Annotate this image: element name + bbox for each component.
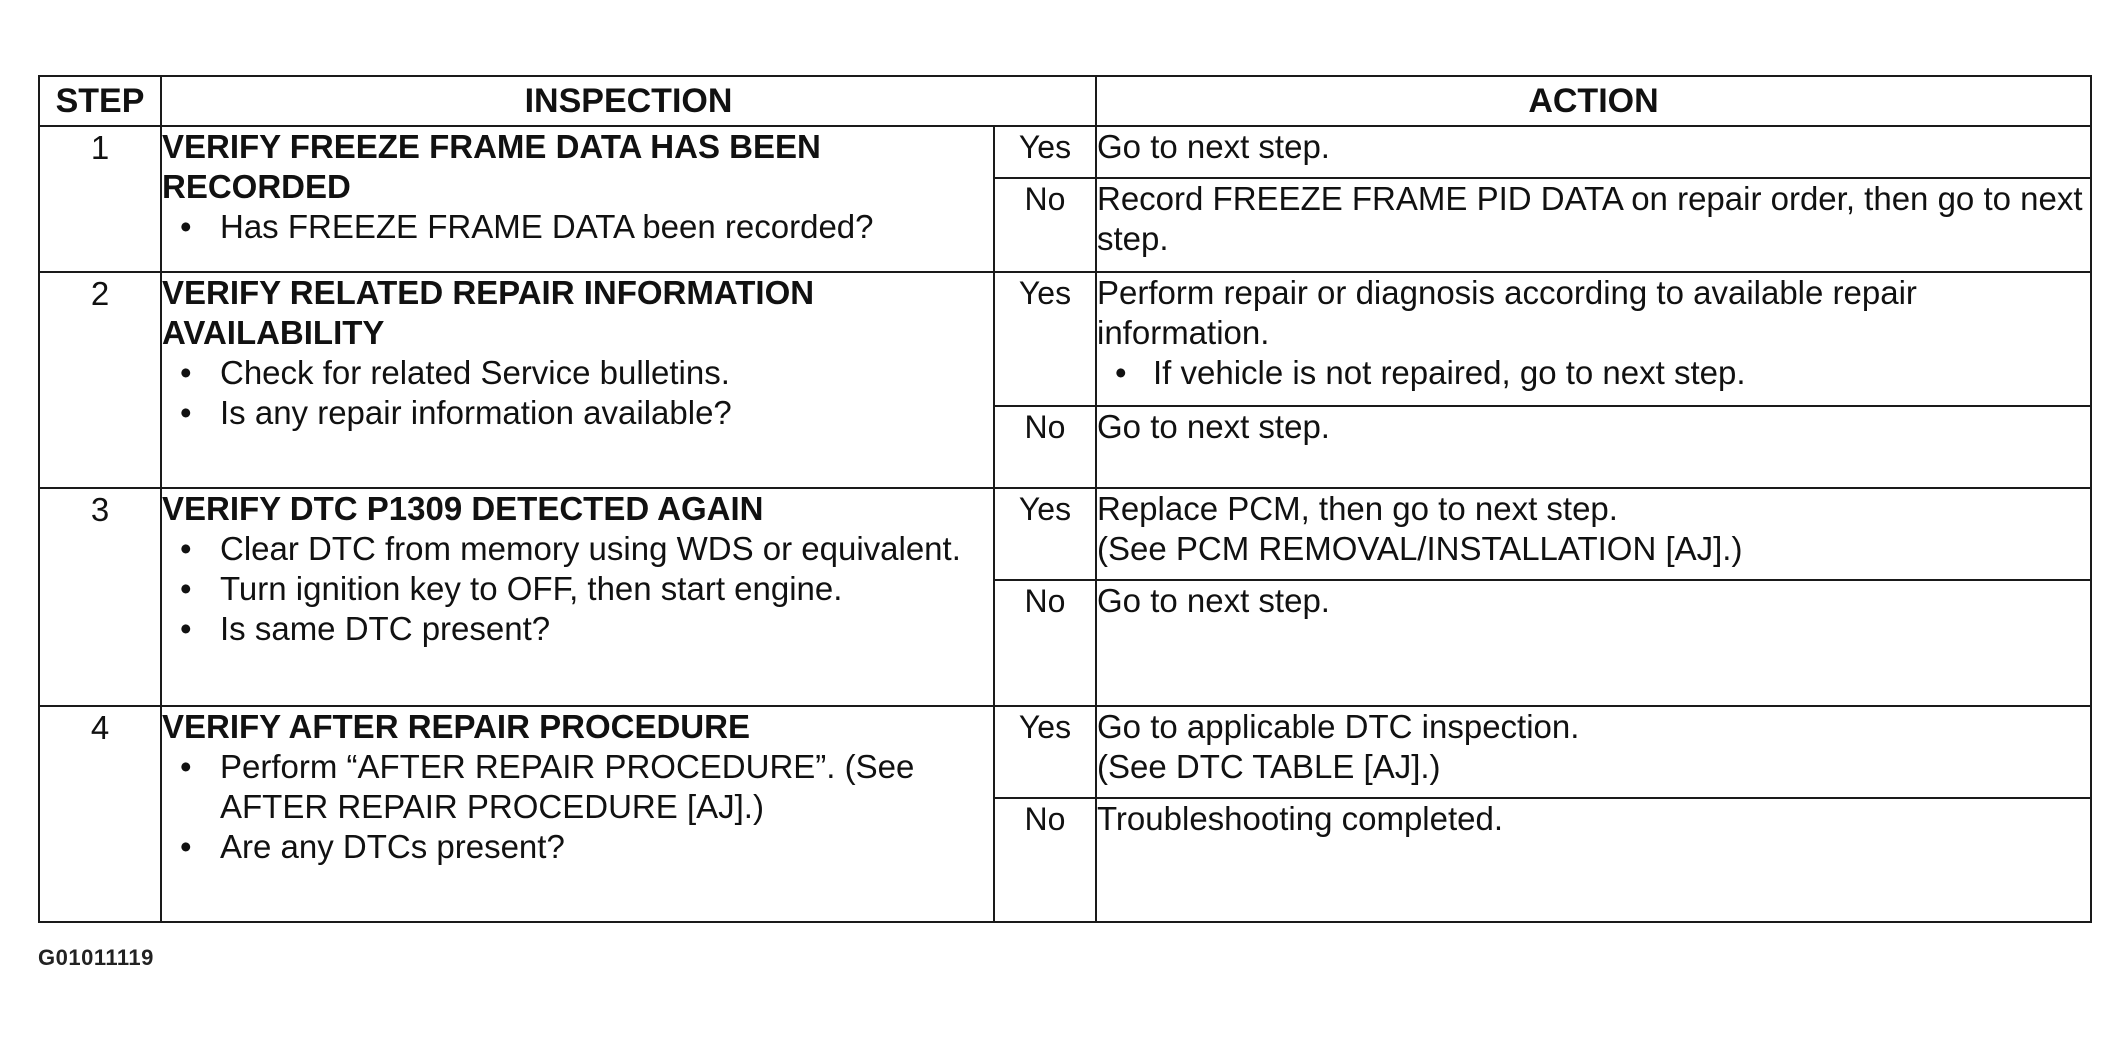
yes-action-text: Replace PCM, then go to next step. [1097, 490, 1618, 527]
action-column-header: ACTION [1096, 76, 2091, 126]
inspection-bullet: • Are any DTCs present? [162, 827, 993, 867]
inspection-cell [161, 272, 994, 488]
yes-action-cell [1096, 488, 2091, 580]
step-number: 4 [39, 706, 161, 922]
no-action-text: Go to next step. [1097, 582, 1330, 619]
inspection-bullet: • Has FREEZE FRAME DATA been recorded? [162, 207, 993, 247]
step-number: 1 [39, 126, 161, 272]
yes-label: Yes [994, 126, 1096, 178]
inspection-cell [161, 706, 994, 922]
yes-action-text: Go to next step. [1097, 128, 1330, 165]
no-label: No [994, 580, 1096, 706]
inspection-column-header: INSPECTION [161, 76, 1096, 126]
inspection-bullet: • Is any repair information available? [162, 393, 993, 433]
inspection-title: VERIFY FREEZE FRAME DATA HAS BEEN RECORDED [162, 128, 821, 205]
yes-action-cell [1096, 126, 2091, 178]
inspection-title: VERIFY AFTER REPAIR PROCEDURE [162, 708, 750, 745]
inspection-bullet: • Is same DTC present? [162, 609, 993, 649]
yes-action-text: Go to applicable DTC inspection. [1097, 708, 1580, 745]
yes-action-text: Perform repair or diagnosis according to available repair information. [1097, 274, 1917, 351]
yes-label: Yes [994, 488, 1096, 580]
diagnostic-procedure-sheet [38, 75, 2090, 923]
step-row-yes [39, 272, 2091, 406]
no-label: No [994, 406, 1096, 488]
no-action-cell [1096, 178, 2091, 272]
inspection-bullets [162, 207, 993, 247]
no-action-cell [1096, 798, 2091, 922]
table-body [39, 126, 2091, 922]
step-row-yes [39, 126, 2091, 178]
no-action-text: Troubleshooting completed. [1097, 800, 1504, 837]
no-action-cell [1096, 580, 2091, 706]
yes-action-text: (See PCM REMOVAL/INSTALLATION [AJ].) [1097, 530, 1743, 567]
no-action-text: Go to next step. [1097, 408, 1330, 445]
inspection-cell [161, 488, 994, 706]
inspection-title: VERIFY DTC P1309 DETECTED AGAIN [162, 490, 764, 527]
no-action-text: Record FREEZE FRAME PID DATA on repair order, then go to next step. [1097, 180, 2083, 257]
step-row-yes [39, 706, 2091, 798]
no-label: No [994, 798, 1096, 922]
inspection-bullet: • Turn ignition key to OFF, then start engine. [162, 569, 993, 609]
step-row-yes [39, 488, 2091, 580]
figure-code: G01011119 [38, 945, 154, 970]
step-column-header: STEP [39, 76, 161, 126]
no-label: No [994, 178, 1096, 272]
diagnostic-table [38, 75, 2092, 923]
step-number: 2 [39, 272, 161, 488]
yes-action-cell [1096, 706, 2091, 798]
inspection-bullets [162, 747, 993, 867]
yes-action-cell [1096, 272, 2091, 406]
yes-action-bullets [1097, 353, 2090, 393]
yes-label: Yes [994, 272, 1096, 406]
step-number: 3 [39, 488, 161, 706]
no-action-cell [1096, 406, 2091, 488]
inspection-cell [161, 126, 994, 272]
inspection-bullet: • Perform “AFTER REPAIR PROCEDURE”. (See AFTER REPAIR PROCEDURE [AJ].) [162, 747, 993, 827]
inspection-bullets [162, 529, 993, 649]
yes-label: Yes [994, 706, 1096, 798]
inspection-bullets [162, 353, 993, 433]
inspection-bullet: • Clear DTC from memory using WDS or equivalent. [162, 529, 993, 569]
yes-action-bullet: • If vehicle is not repaired, go to next step. [1097, 353, 2090, 393]
header-row [39, 76, 2091, 126]
inspection-bullet: • Check for related Service bulletins. [162, 353, 993, 393]
yes-action-text: (See DTC TABLE [AJ].) [1097, 748, 1441, 785]
inspection-title: VERIFY RELATED REPAIR INFORMATION AVAILABILITY [162, 274, 815, 351]
